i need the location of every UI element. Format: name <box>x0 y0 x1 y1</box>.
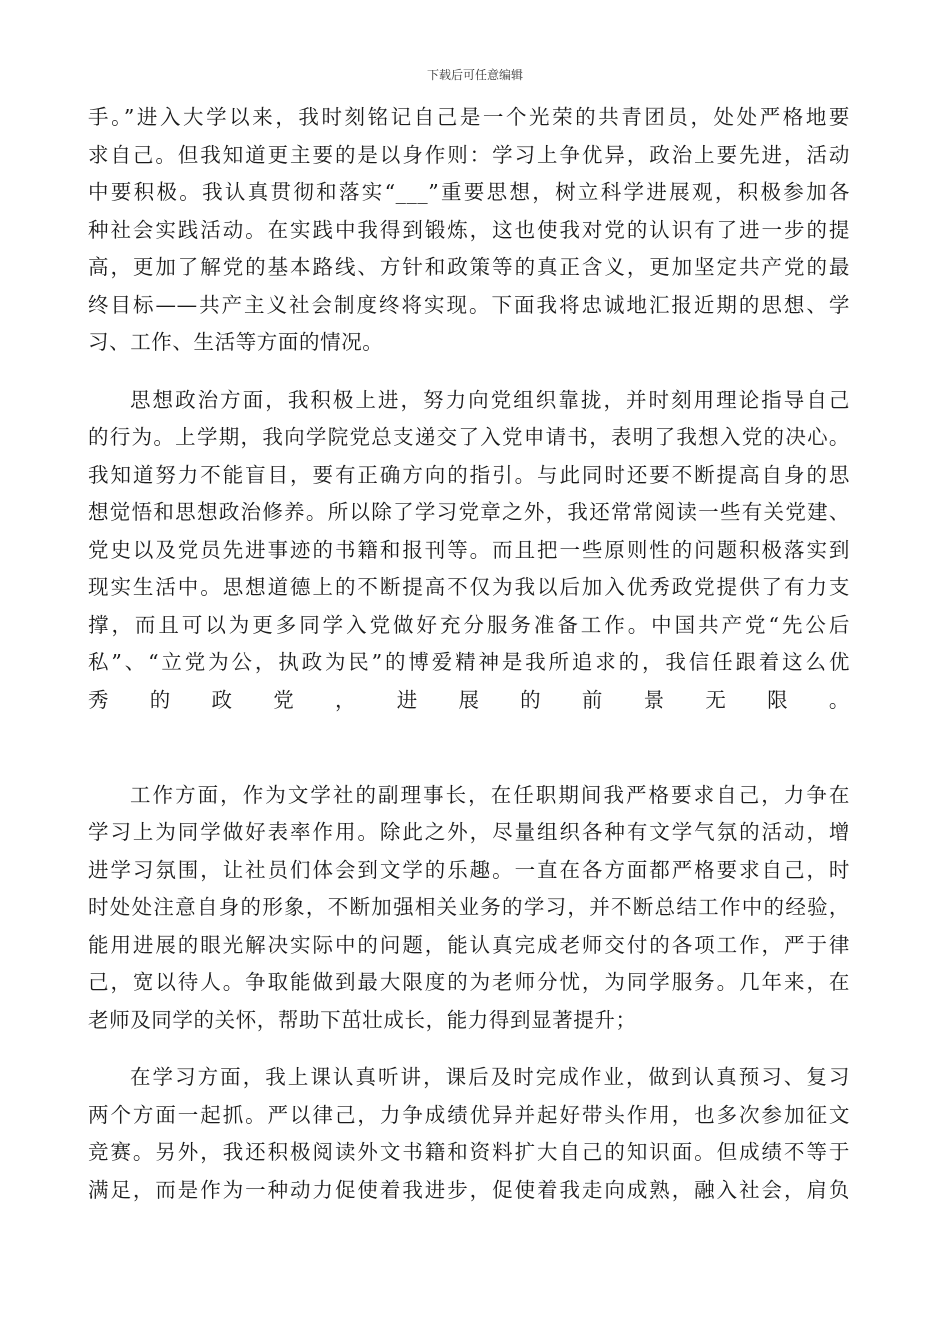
paragraph <box>88 777 850 1040</box>
text-line: 思想政治方面，我积极上进，努力向党组织靠拢，并时刻用理论指导自己 <box>130 387 850 412</box>
text-line: 在学习方面，我上课认真听讲，课后及时完成作业，做到认真预习、复习 <box>130 1065 850 1089</box>
text-line: 种社会实践活动。在实践中我得到锻炼，这也使我对党的认识有了进一步的提 <box>88 217 850 242</box>
paragraph <box>88 99 850 362</box>
text-line: 终目标——共产主义社会制度终将实现。下面我将忠诚地汇报近期的思想、学 <box>88 292 850 317</box>
text-line: 秀的政党，进展的前景无限。 <box>88 687 850 712</box>
text-line: 党史以及党员先进事迹的书籍和报刊等。而且把一些原则性的问题积极落实到 <box>88 537 850 562</box>
text-line: 现实生活中。思想道德上的不断提高不仅为我以后加入优秀政党提供了有力支 <box>88 575 850 599</box>
text-line: 两个方面一起抓。严以律己，力争成绩优异并起好带头作用，也多次参加征文 <box>88 1102 850 1127</box>
text-line: 私”、“立党为公，执政为民”的博爱精神是我所追求的，我信任跟着这么优 <box>88 650 850 674</box>
text-line: 时处处注意自身的形象，不断加强相关业务的学习，并不断总结工作中的经验， <box>88 895 850 919</box>
text-line: 工作方面，作为文学社的副理事长，在任职期间我严格要求自己，力争在 <box>130 782 850 807</box>
text-line: 习、工作、生活等方面的情况。 <box>88 330 384 354</box>
text-line <box>88 719 850 757</box>
text-line: 求自己。但我知道更主要的是以身作则：学习上争优异，政治上要先进，活动 <box>88 142 850 167</box>
text-line: 中要积极。我认真贯彻和落实“___”重要思想，树立科学进展观，积极参加各 <box>88 180 850 204</box>
text-line: 我知道努力不能盲目，要有正确方向的指引。与此同时还要不断提高自身的思 <box>88 462 850 487</box>
text-line: 学习上为同学做好表率作用。除此之外，尽量组织各种有文学气氛的活动，增 <box>88 820 850 844</box>
text-line: 满足，而是作为一种动力促使着我进步，促使着我走向成熟，融入社会，肩负 <box>88 1177 850 1202</box>
text-line: 进学习氛围，让社员们体会到文学的乐趣。一直在各方面都严格要求自己，时 <box>88 857 850 882</box>
text-line: 的行为。上学期，我向学院党总支递交了入党申请书，表明了我想入党的决心。 <box>88 425 850 449</box>
paragraph <box>88 382 850 757</box>
text-line: 能用进展的眼光解决实际中的问题，能认真完成老师交付的各项工作，严于律 <box>88 932 850 957</box>
text-line: 己，宽以待人。争取能做到最大限度的为老师分忧，为同学服务。几年来，在 <box>88 970 850 994</box>
text-line: 想觉悟和思想政治修养。所以除了学习党章之外，我还常常阅读一些有关党建、 <box>88 500 850 524</box>
text-line: 撑，而且可以为更多同学入党做好充分服务准备工作。中国共产党“先公后 <box>88 612 850 637</box>
page-header <box>0 66 950 83</box>
text-line: 手。”进入大学以来，我时刻铭记自己是一个光荣的共青团员，处处严格地要 <box>88 105 850 129</box>
text-line: 老师及同学的关怀，帮助下茁壮成长，能力得到显著提升； <box>88 1007 637 1032</box>
document-body <box>88 99 850 1209</box>
text-line: 竞赛。另外，我还积极阅读外文书籍和资料扩大自己的知识面。但成绩不等于 <box>88 1140 850 1164</box>
paragraph <box>88 1059 850 1209</box>
text-line: 高，更加了解党的基本路线、方针和政策等的真正含义，更加坚定共产党的最 <box>88 255 850 279</box>
header-text: 下载后可任意编辑 <box>426 68 523 82</box>
